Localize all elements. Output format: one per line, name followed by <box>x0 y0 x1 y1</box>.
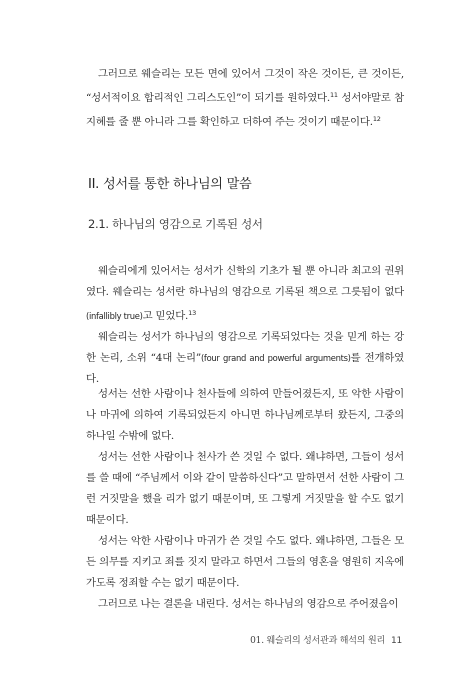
argument-list <box>86 384 404 615</box>
paragraph-reasonable-christian: 그러므로 웨슬리는 모든 면에 있어서 그것이 작은 것이든, 큰 것이든, “성서적이요 합리적인 그리스도인”이 되기를 원하였다.$^{11}$ 성서야말로 참 지혜를 줄 뿐 아니라 그를 확인하고 더하여 주는 것이기 때문이다.$^{12}$ <box>86 68 404 128</box>
argument-3: 성서는 악한 사람이나 마귀가 쓴 것일 수도 없다. 왜냐하면, 그들은 모든 의무를 지키고 죄를 짓지 말라고 하면서 그들의 영혼을 영원히 지옥에 가도록 정죄할 수는 없기 때문이다. <box>86 535 404 589</box>
argument-2: 성서는 선한 사람이나 천사가 쓴 것일 수 없다. 왜냐하면, 그들이 성서를 쓸 때에 “주님께서 이와 같이 말씀하신다”고 말하면서 선한 사람이 그런 거짓말을 했을 리가 없기 때문이며, 또 그렇게 거짓말을 할 수도 없기 때문이다. <box>86 451 404 526</box>
subsection-heading: 2.1. 하나님의 영감으로 기록된 성서 <box>88 217 263 231</box>
argument-1: 성서는 선한 사람이나 천사들에 의하여 만들어졌든지, 또 악한 사람이나 마귀에 의하여 기록되었든지 아니면 하나님께로부터 왔든지, 그중의 하나일 수밖에 없다. <box>86 388 404 442</box>
paragraph-scripture-authority: 웨슬리에게 있어서는 성서가 신학의 기초가 될 뿐 아니라 최고의 권위였다. 웨슬리는 성서란 하나님의 영감으로 기록된 책으로 그릇됨이 없다 (infallibly true)고 믿었다.$^{13}$ 웨슬리는 성서가 하나님의 영감으로 기록되었다는 것을 믿게 하는 강한 논리, 소위 “4대 논리”(four grand and powerful arguments)를 전개하였다. <box>86 261 404 390</box>
page-footer <box>250 633 402 646</box>
argument-conclusion: 그러므로 나는 결론을 내린다. 성서는 하나님의 영감으로 주어졌음이 <box>98 598 399 610</box>
page-number: 11 <box>390 636 402 646</box>
section-heading: II. 성서를 통한 하나님의 말씀 <box>88 177 252 192</box>
footnote-ref-11[interactable]: 11 <box>329 91 338 99</box>
footnote-ref-13[interactable]: 13 <box>188 309 197 317</box>
paragraph-four-arguments: 웨슬리는 성서가 하나님의 영감으로 기록되었다는 것을 믿게 하는 강한 논리, 소위 “4대 논리”(four grand and powerful arguments)를 전개하였다. <box>86 331 404 385</box>
footnote-ref-12[interactable]: 12 <box>372 115 381 123</box>
running-chapter-title: 01. 웨슬리의 성서관과 해석의 원리 <box>250 636 385 646</box>
latin-term: (four grand and powerful arguments) <box>200 353 351 363</box>
latin-term: (infallibly true) <box>86 311 143 321</box>
